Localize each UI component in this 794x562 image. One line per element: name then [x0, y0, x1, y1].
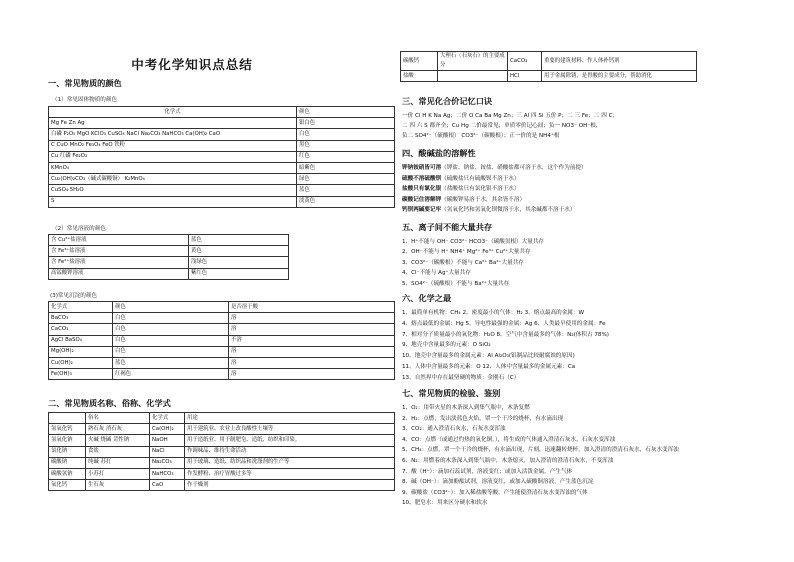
table-cell: 碳酸钠: [49, 457, 86, 468]
table-cell: 用于金属除锈，是胃酸的主要成分，帮助消化: [542, 71, 697, 82]
solubility-rule: [402, 196, 525, 204]
table-row: [49, 257, 289, 268]
table-cell: 暗紫色: [297, 162, 395, 173]
precipitate-colors-table: [48, 301, 395, 380]
solution-colors-subheading: （2）常见溶液的颜色: [52, 226, 106, 232]
rule-explanation: （钾盐、钠盐、铵盐、硝酸盐都可溶于水，这个作为前提）: [441, 165, 587, 171]
table-cell: 溶: [229, 346, 395, 357]
table-cell: NaOH: [150, 435, 185, 446]
table-cell: Ca(OH)₂: [150, 424, 185, 435]
table-cell: 溶: [229, 313, 395, 324]
table-cell: Na₂CO₃: [150, 457, 185, 468]
table-cell: 大理石（石灰石）的主要成分: [438, 52, 508, 71]
section-2-heading: 二、常见物质名称、俗称、化学式: [48, 398, 171, 408]
table-cell: C CuO MnO₂ Fe₃O₄ FeO 铁粉: [49, 140, 297, 151]
table-cell: 是否溶于酸: [229, 302, 395, 313]
rule-explanation: （盐酸盐只有氯化银不溶于水）: [441, 186, 520, 192]
superlative-line: 9、地壳中含量最多的元素：O SiO₂: [402, 342, 491, 349]
table-cell: 浅绿色: [189, 257, 289, 268]
common-substances-table-continued: [400, 51, 697, 82]
table-row: [49, 424, 395, 435]
table-cell: 绿色: [297, 174, 395, 185]
table-cell: 熟石灰 消石灰: [86, 424, 150, 435]
table-cell: 用于建筑业、农业上改良酸性土壤等: [185, 424, 395, 435]
rule-mnemonic: 钾钠铵硝皆可溶: [402, 165, 442, 171]
identification-line: 2、H₂：点燃，发出淡蓝色火焰，罩一个干冷的烧杯，有水滴出现: [402, 415, 564, 422]
section-1-heading: 一、常见物质的颜色: [48, 78, 122, 88]
table-cell: 白色: [113, 335, 229, 346]
table-row: [49, 196, 395, 207]
table-cell: Cu₂(OH)₂CO₃（碱式碳酸铜） K₂MnO₄: [49, 174, 297, 185]
rule-explanation: （硫酸盐只有硫酸钡不溶于水）: [441, 175, 520, 182]
table-cell: 蓝色: [113, 357, 229, 368]
table-cell: 氯化钠: [49, 446, 86, 457]
rule-explanation: （氢氧化钙和氢氧化钡微溶于水，其余碱都不溶于水）: [441, 207, 576, 213]
table-row: [401, 71, 697, 82]
table-row: [49, 162, 395, 173]
table-cell: CaCO₃: [508, 52, 542, 71]
superlative-line: 7、相对分子质量最小的氧化物：H₂O 8、空气中含量最多的气体：N₂(体积占 78%): [402, 331, 609, 338]
rule-mnemonic: 盐酸只有氯化银: [402, 186, 442, 192]
table-cell: [438, 71, 508, 82]
table-row: [49, 357, 395, 368]
table-cell: CaCO₃: [49, 324, 113, 335]
table-cell: CaO: [150, 480, 185, 491]
solution-colors-table: [48, 234, 289, 280]
table-cell: Mg Fe Zn Ag: [49, 118, 297, 129]
table-cell: 作干燥剂: [185, 480, 395, 491]
table-cell: 俗名: [86, 413, 150, 424]
table-cell: 纯碱 苏打: [86, 457, 150, 468]
table-cell: Cu 红磷 Fe₂O₃: [49, 151, 297, 162]
table-row: [49, 246, 289, 257]
table-row: [49, 129, 395, 140]
table-row: [49, 468, 395, 479]
table-row: [49, 480, 395, 491]
table-cell: 小苏打: [86, 468, 150, 479]
table-cell: 氢氧化钙: [49, 424, 86, 435]
table-cell: NaCl: [150, 446, 185, 457]
section-7-heading: 七、常见物质的检验、鉴别: [402, 388, 501, 398]
table-cell: HCl: [508, 71, 542, 82]
identification-line: 9、碳酸盐（CO3²⁻）：加入稀盐酸等酸，产生能使澄清石灰水变浑浊的气体: [402, 489, 588, 496]
table-cell: 高锰酸钾溶液: [49, 268, 189, 279]
ion-rule-line: 4、Cl⁻不能与 Ag⁺大量共存: [402, 270, 471, 277]
table-cell: 白色: [113, 346, 229, 357]
ion-rule-line: 5、SO4²⁻（硫酸根）不能与 Ba²⁺大量共存: [402, 280, 510, 287]
solid-colors-table: [48, 106, 395, 208]
table-row: [49, 335, 395, 346]
valence-line: 负二 SO4²⁻（硫酸根） CO3²⁻（碳酸根）；正一价的是 NH4⁺根: [402, 133, 560, 139]
table-cell: Fe(OH)₃: [49, 369, 113, 380]
table-row: [49, 235, 289, 246]
table-row: [49, 457, 395, 468]
table-cell: 作发酵粉、治疗胃酸过多等: [185, 468, 395, 479]
table-row: [49, 369, 395, 380]
table-cell: CuSO₄·5H₂O: [49, 185, 297, 196]
table-header-row: [49, 302, 395, 313]
solubility-rule: [402, 175, 520, 183]
table-row: [49, 435, 395, 446]
section-6-heading: 六、化学之最: [402, 293, 452, 303]
table-cell: 白色: [113, 324, 229, 335]
identification-line: 1、O₂：用带火星的木条深入到集气瓶中，木条复燃: [402, 405, 530, 411]
superlative-line: 10、地壳中含量最多的金属元素：Al Al₂O₃(铝制品比较耐腐蚀的原因): [402, 353, 575, 360]
table-cell: 盐酸: [401, 71, 438, 82]
table-cell: AgCl BaSO₄: [49, 335, 113, 346]
precipitate-colors-subheading: (3)常见沉淀的颜色: [50, 293, 98, 299]
section-4-heading: 四、酸碱盐的溶解性: [402, 148, 476, 158]
solid-colors-subheading: （1）常见固体物质的颜色: [52, 97, 118, 103]
table-cell: 溶: [229, 324, 395, 335]
table-cell: 氧化钙: [49, 480, 86, 491]
superlative-line: 13、自然界中存在最坚硬的物质：金刚石（C）: [402, 374, 520, 381]
table-cell: 化学式: [49, 302, 113, 313]
valence-line: 二 四 六 S 都齐全；Cu Hg 二价最常见；单质零价记心间；负一 NO3⁻ OH⁻根，: [402, 123, 602, 129]
table-cell: 化学式: [150, 413, 185, 424]
rule-mnemonic: 钙钡两碱要记牢: [402, 207, 442, 213]
superlative-line: 1、最简单有机物：CH₄ 2、密度最小的气体：H₂ 3、熔点最高的金属：W: [402, 310, 585, 316]
table-cell: 红色: [297, 151, 395, 162]
table-cell: 黑色: [297, 140, 395, 151]
identification-line: 5、CH₄：点燃，罩一个干冷的烧杯，有水滴出现，片刻，迅速翻转烧杯，加入澄清的澄清石灰水，石灰水变浑浊: [402, 447, 679, 454]
table-cell: Mg(OH)₂: [49, 346, 113, 357]
table-cell: 食盐: [86, 446, 150, 457]
document-title: 中考化学知识点总结: [131, 57, 253, 72]
table-cell: 火碱 烧碱 苛性钠: [86, 435, 150, 446]
valence-line: 一价 Cl H K Na Ag；二价 O Ca Ba Mg Zn；三 Al 四 Si 五价 P；二 三 Fe；二 四 C；: [402, 113, 619, 119]
table-row: [401, 52, 697, 71]
table-cell: 碳酸钙: [401, 52, 438, 71]
table-cell: Cu(OH)₂: [49, 357, 113, 368]
table-cell: 红褐色: [113, 369, 229, 380]
table-cell: 白磷 P₂O₅ MgO KClO₃ CuSO₄ NaCl Na₂CO₃ NaHCO₃ Ca(OH)₂ CaO: [49, 129, 297, 140]
table-cell: 作调味品、维持生命活动: [185, 446, 395, 457]
table-cell: 用于玻璃、造纸、纺织品和洗涤剂的生产等: [185, 457, 395, 468]
rule-mnemonic: 碳酸记住溶解钾: [402, 196, 442, 203]
table-cell: 含 Cu²⁺盐溶液: [49, 235, 189, 246]
table-cell: 含 Fe³⁺盐溶液: [49, 246, 189, 257]
identification-line: 4、CO：点燃（或通过灼热的氧化铜，），将生成的气体通入澄清石灰水，石灰水变浑浊: [402, 436, 616, 443]
table-row: [49, 174, 395, 185]
table-cell: 重要的建筑材料、作人体补钙剂: [542, 52, 697, 71]
table-cell: [49, 413, 86, 424]
table-cell: 蓝色: [189, 235, 289, 246]
common-substances-table: [48, 412, 395, 491]
table-header-row: [49, 413, 395, 424]
rule-mnemonic: 硫酸不溶硫酸钡: [402, 175, 442, 182]
table-cell: 紫红色: [189, 268, 289, 279]
ion-rule-line: 1、H⁺不能与 OH⁻ CO3²⁻ HCO3⁻（碳酸氢根）大量共存: [402, 239, 545, 245]
table-cell: 溶: [229, 369, 395, 380]
table-cell: 生石灰: [86, 480, 150, 491]
table-cell: 氢氧化钠: [49, 435, 86, 446]
table-row: [49, 324, 395, 335]
table-row: [49, 151, 395, 162]
table-cell: 颜色: [113, 302, 229, 313]
table-row: [49, 446, 395, 457]
table-cell: 白色: [297, 129, 395, 140]
table-row: [49, 140, 395, 151]
table-cell: 溶: [229, 357, 395, 368]
table-cell: 颜色: [297, 107, 395, 118]
solubility-rule: [402, 185, 520, 193]
superlative-line: 11、人体中含量最多的元素：O 12、人体中含量最多的金属元素：Ca: [402, 364, 576, 370]
section-3-heading: 三、常见化合价记忆口诀: [402, 96, 493, 106]
solubility-rule: [402, 206, 575, 214]
superlative-line: 4、熔点最低的金属：Hg 5、导电性最强的金属：Ag 6、人类最早使用的金属：Fe: [402, 320, 606, 327]
table-row: [49, 346, 395, 357]
table-cell: 化学式: [49, 107, 297, 118]
table-row: [49, 268, 289, 279]
table-row: [49, 313, 395, 324]
table-cell: 不溶: [229, 335, 395, 346]
identification-line: 6、N₂：用燃着的木条深入到集气瓶中，木条熄灭，加入澄清的澄清石灰水，不变浑浊: [402, 458, 614, 464]
ion-rule-line: 2、OH⁻不能与 H⁺ NH4⁺ Mg²⁺ Fe³⁺ Cu²⁺大量共存: [402, 249, 531, 256]
identification-line: 3、CO₂：通入澄清石灰水，石灰水变浑浊: [402, 426, 506, 433]
rule-explanation: （碳酸钾易溶于水，其余皆不溶）: [441, 196, 526, 203]
table-cell: 白色: [113, 313, 229, 324]
table-cell: 淡黄色: [297, 196, 395, 207]
identification-line: 7、酸（H⁺）：滴加石蕊试剂，溶液变红；或加入活泼金属，产生气体: [402, 468, 573, 475]
table-cell: 银白色: [297, 118, 395, 129]
table-row: [49, 118, 395, 129]
table-cell: 碳酸氢钠: [49, 468, 86, 479]
solubility-rule: [402, 164, 587, 172]
identification-line: 8、碱（OH⁻）：滴加酚酞试剂，溶液变红，或加入硫酸铜溶液，产生蓝色沉淀: [402, 479, 594, 486]
table-cell: BaCO₃: [49, 313, 113, 324]
table-header-row: [49, 107, 395, 118]
table-cell: 黄色: [189, 246, 289, 257]
table-cell: S: [49, 196, 297, 207]
table-cell: 用途: [185, 413, 395, 424]
table-cell: 用于造纸业、用于制肥皂、造纸、纺织和印染。: [185, 435, 395, 446]
ion-rule-line: 3、CO3²⁻（碳酸根）不能与 Ca²⁺ Ba²⁺大量共存: [402, 259, 524, 266]
table-cell: 含 Fe²⁺盐溶液: [49, 257, 189, 268]
table-cell: 蓝色: [297, 185, 395, 196]
table-cell: NaHCO₃: [150, 468, 185, 479]
table-cell: KMnO₄: [49, 162, 297, 173]
section-5-heading: 五、离子间不能大量共存: [402, 222, 493, 232]
table-row: [49, 185, 395, 196]
identification-line: 10、肥皂水：用来区分硬水和软水: [402, 500, 488, 507]
